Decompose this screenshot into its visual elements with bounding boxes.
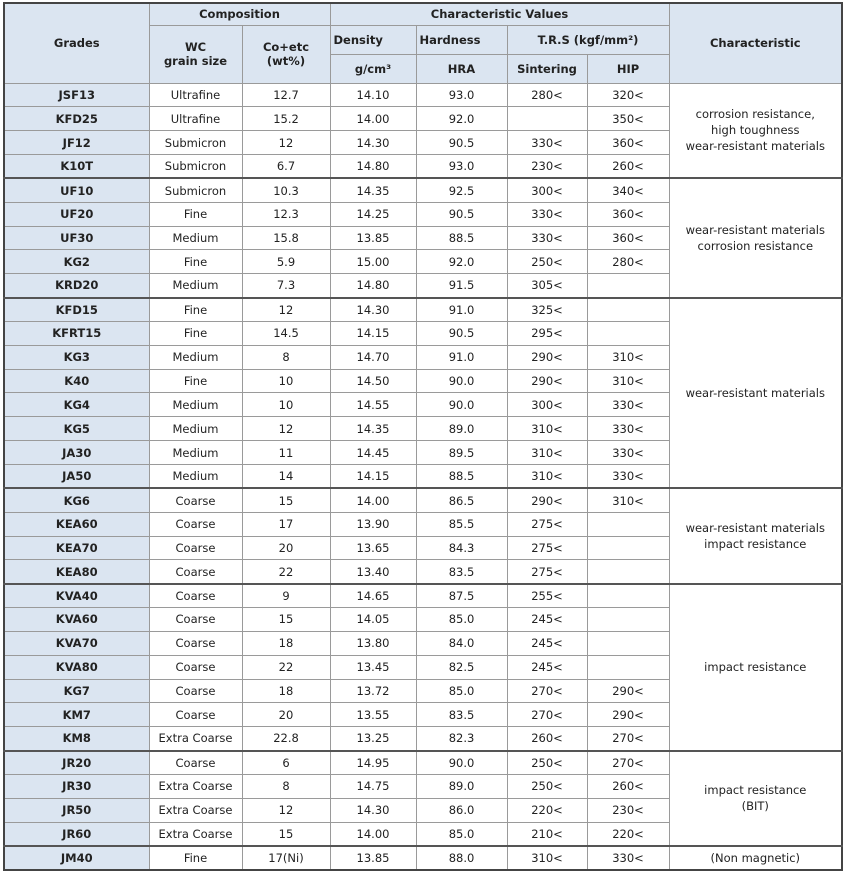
hardness-cell: 88.0 (416, 846, 507, 870)
characteristic-line: wear-resistant materials (685, 385, 825, 400)
composition-header: Composition (149, 3, 330, 25)
density-header: Density (330, 25, 416, 54)
characteristic-header: Characteristic (669, 3, 842, 83)
co-etc-cell: 17 (242, 512, 330, 536)
hip-cell: 360< (587, 131, 669, 155)
characteristic-line: corrosion resistance (697, 238, 814, 253)
hardness-cell: 85.0 (416, 679, 507, 703)
trs-header: T.R.S (kgf/mm²) (507, 25, 669, 54)
grades-header: Grades (4, 3, 149, 83)
sintering-cell: 290< (507, 345, 587, 369)
table-row (4, 83, 842, 107)
sintering-cell: 270< (507, 679, 587, 703)
grade-cell: KM8 (4, 727, 149, 751)
hardness-cell: 89.0 (416, 774, 507, 798)
characteristic-cell (669, 83, 842, 178)
density-cell: 14.75 (330, 774, 416, 798)
hardness-cell: 85.5 (416, 512, 507, 536)
grade-cell: KVA40 (4, 584, 149, 608)
density-cell: 13.25 (330, 727, 416, 751)
density-cell: 13.55 (330, 703, 416, 727)
co-etc-cell: 10.3 (242, 178, 330, 202)
grade-cell: JR30 (4, 774, 149, 798)
density-cell: 13.72 (330, 679, 416, 703)
grade-cell: KFD25 (4, 107, 149, 131)
grain-size-cell: Medium (149, 393, 242, 417)
co-etc-cell: 22 (242, 560, 330, 584)
density-cell: 14.55 (330, 393, 416, 417)
grade-cell: JR50 (4, 798, 149, 822)
hardness-cell: 90.0 (416, 369, 507, 393)
hip-cell: 340< (587, 178, 669, 202)
grade-cell: JSF13 (4, 83, 149, 107)
density-cell: 13.65 (330, 536, 416, 560)
density-cell: 14.30 (330, 798, 416, 822)
grade-cell: KEA70 (4, 536, 149, 560)
density-cell: 14.00 (330, 822, 416, 846)
density-cell: 14.80 (330, 274, 416, 298)
co-etc-cell: 14.5 (242, 321, 330, 345)
grain-size-cell: Coarse (149, 536, 242, 560)
grain-size-cell: Ultrafine (149, 107, 242, 131)
density-cell: 14.35 (330, 178, 416, 202)
hardness-cell: 90.5 (416, 131, 507, 155)
sintering-cell: 330< (507, 202, 587, 226)
co-etc-cell: 7.3 (242, 274, 330, 298)
grade-cell: K40 (4, 369, 149, 393)
characteristic-cell (669, 488, 842, 583)
co-etc-cell: 10 (242, 393, 330, 417)
density-cell: 13.85 (330, 846, 416, 870)
density-cell: 13.85 (330, 226, 416, 250)
grade-cell: KG5 (4, 417, 149, 441)
hip-cell: 310< (587, 488, 669, 512)
hardness-cell: 90.0 (416, 751, 507, 775)
hip-cell: 360< (587, 202, 669, 226)
grade-cell: KG7 (4, 679, 149, 703)
density-cell: 14.50 (330, 369, 416, 393)
co-etc-cell: 15.8 (242, 226, 330, 250)
co-etc-cell: 18 (242, 679, 330, 703)
characteristic-line: wear-resistant materials (685, 222, 825, 237)
hardness-cell: 89.5 (416, 441, 507, 465)
hip-cell: 280< (587, 250, 669, 274)
hip-cell: 330< (587, 441, 669, 465)
density-cell: 14.35 (330, 417, 416, 441)
sintering-cell: 275< (507, 560, 587, 584)
sintering-cell: 310< (507, 441, 587, 465)
grain-size-cell: Fine (149, 846, 242, 870)
hip-cell: 320< (587, 83, 669, 107)
sintering-cell: 305< (507, 274, 587, 298)
hip-cell: 260< (587, 774, 669, 798)
co-etc-cell: 12 (242, 417, 330, 441)
co-etc-cell: 6.7 (242, 155, 330, 179)
hip-cell (587, 536, 669, 560)
hardness-cell: 82.5 (416, 655, 507, 679)
hardness-header: Hardness (416, 25, 507, 54)
density-cell: 14.15 (330, 465, 416, 489)
grade-cell: UF10 (4, 178, 149, 202)
hip-cell: 350< (587, 107, 669, 131)
table-row (4, 751, 842, 775)
hardness-cell: 82.3 (416, 727, 507, 751)
sintering-cell: 300< (507, 178, 587, 202)
density-cell: 14.00 (330, 107, 416, 131)
grain-size-cell: Ultrafine (149, 83, 242, 107)
density-cell: 14.45 (330, 441, 416, 465)
grade-cell: UF20 (4, 202, 149, 226)
co-etc-header (242, 25, 330, 83)
hardness-cell: 92.5 (416, 178, 507, 202)
grade-cell: KM7 (4, 703, 149, 727)
grain-size-cell: Medium (149, 417, 242, 441)
hip-cell (587, 655, 669, 679)
grade-cell: KG3 (4, 345, 149, 369)
co-etc-cell: 12.3 (242, 202, 330, 226)
co-etc-cell: 14 (242, 465, 330, 489)
hardness-cell: 90.5 (416, 321, 507, 345)
grade-cell: JF12 (4, 131, 149, 155)
hardness-cell: 88.5 (416, 226, 507, 250)
table-row (4, 298, 842, 322)
grain-size-cell: Coarse (149, 751, 242, 775)
sintering-cell: 290< (507, 488, 587, 512)
hip-cell: 220< (587, 822, 669, 846)
grain-size-cell: Coarse (149, 655, 242, 679)
density-cell: 13.45 (330, 655, 416, 679)
hip-cell (587, 584, 669, 608)
grain-size-cell: Coarse (149, 512, 242, 536)
grade-cell: KVA80 (4, 655, 149, 679)
hip-cell: 290< (587, 679, 669, 703)
hardness-cell: 84.0 (416, 631, 507, 655)
grain-size-cell: Coarse (149, 679, 242, 703)
hip-cell (587, 560, 669, 584)
co-etc-cell: 12 (242, 798, 330, 822)
grade-cell: KVA60 (4, 608, 149, 632)
sintering-cell: 210< (507, 822, 587, 846)
density-cell: 14.95 (330, 751, 416, 775)
sintering-cell: 245< (507, 631, 587, 655)
sintering-cell: 310< (507, 846, 587, 870)
characteristic-line: impact resistance (704, 660, 807, 675)
co-etc-cell: 20 (242, 703, 330, 727)
characteristic-cell (669, 846, 842, 870)
hardness-cell: 93.0 (416, 83, 507, 107)
density-cell: 14.65 (330, 584, 416, 608)
wc-grain-size-line2: grain size (163, 54, 228, 68)
co-etc-cell: 10 (242, 369, 330, 393)
density-cell: 13.80 (330, 631, 416, 655)
sintering-header: Sintering (507, 54, 587, 83)
co-etc-cell: 15 (242, 608, 330, 632)
sintering-cell (507, 107, 587, 131)
characteristic-line: (BIT) (741, 799, 769, 814)
hip-cell (587, 608, 669, 632)
density-cell: 14.25 (330, 202, 416, 226)
grade-cell: KEA80 (4, 560, 149, 584)
hardness-cell: 86.0 (416, 798, 507, 822)
hardness-cell: 91.0 (416, 298, 507, 322)
hardness-cell: 92.0 (416, 107, 507, 131)
table-row (4, 488, 842, 512)
table-row (4, 846, 842, 870)
grain-size-cell: Extra Coarse (149, 774, 242, 798)
sintering-cell: 310< (507, 417, 587, 441)
grain-size-cell: Medium (149, 345, 242, 369)
co-etc-cell: 12 (242, 298, 330, 322)
grain-size-cell: Fine (149, 369, 242, 393)
grade-cell: JR60 (4, 822, 149, 846)
density-cell: 13.90 (330, 512, 416, 536)
grade-cell: JA50 (4, 465, 149, 489)
sintering-cell: 330< (507, 226, 587, 250)
hip-cell: 330< (587, 393, 669, 417)
grain-size-cell: Fine (149, 250, 242, 274)
co-etc-cell: 8 (242, 774, 330, 798)
grain-size-cell: Coarse (149, 488, 242, 512)
hip-cell: 330< (587, 417, 669, 441)
grain-size-cell: Fine (149, 298, 242, 322)
sintering-cell: 325< (507, 298, 587, 322)
table-body (4, 83, 842, 870)
sintering-cell: 290< (507, 369, 587, 393)
characteristic-line: wear-resistant materials (685, 139, 825, 154)
grade-cell: K10T (4, 155, 149, 179)
characteristic-cell (669, 298, 842, 489)
grain-size-cell: Medium (149, 441, 242, 465)
hip-cell: 310< (587, 369, 669, 393)
hardness-cell: 91.0 (416, 345, 507, 369)
sintering-cell: 295< (507, 321, 587, 345)
hip-cell (587, 274, 669, 298)
sintering-cell: 330< (507, 131, 587, 155)
sintering-cell: 220< (507, 798, 587, 822)
density-cell: 15.00 (330, 250, 416, 274)
hip-cell (587, 321, 669, 345)
hardness-cell: 85.0 (416, 608, 507, 632)
table-header (4, 3, 842, 83)
density-cell: 13.40 (330, 560, 416, 584)
grade-cell: UF30 (4, 226, 149, 250)
sintering-cell: 310< (507, 465, 587, 489)
wc-grain-size-header (149, 25, 242, 83)
characteristic-line: impact resistance (704, 537, 807, 552)
hardness-cell: 90.5 (416, 202, 507, 226)
sintering-cell: 245< (507, 608, 587, 632)
sintering-cell: 230< (507, 155, 587, 179)
characteristic-line: impact resistance (704, 783, 807, 798)
co-etc-cell: 22 (242, 655, 330, 679)
grain-size-cell: Extra Coarse (149, 727, 242, 751)
hardness-cell: 86.5 (416, 488, 507, 512)
characteristic-cell (669, 584, 842, 751)
sintering-cell: 275< (507, 512, 587, 536)
hip-cell: 230< (587, 798, 669, 822)
characteristic-line: corrosion resistance, (695, 107, 815, 122)
sintering-cell: 280< (507, 83, 587, 107)
hardness-cell: 89.0 (416, 417, 507, 441)
hip-cell: 330< (587, 846, 669, 870)
hardness-cell: 93.0 (416, 155, 507, 179)
characteristic-values-header: Characteristic Values (330, 3, 669, 25)
hardness-cell: 91.5 (416, 274, 507, 298)
hardness-cell: 90.0 (416, 393, 507, 417)
grain-size-cell: Coarse (149, 703, 242, 727)
sintering-cell: 270< (507, 703, 587, 727)
grain-size-cell: Submicron (149, 131, 242, 155)
density-cell: 14.00 (330, 488, 416, 512)
hip-cell (587, 512, 669, 536)
grain-size-cell: Medium (149, 274, 242, 298)
hip-cell: 270< (587, 727, 669, 751)
density-cell: 14.15 (330, 321, 416, 345)
grade-cell: KG4 (4, 393, 149, 417)
grade-cell: KEA60 (4, 512, 149, 536)
hip-cell (587, 631, 669, 655)
co-etc-cell: 15 (242, 822, 330, 846)
sintering-cell: 300< (507, 393, 587, 417)
table-row (4, 584, 842, 608)
hip-cell: 290< (587, 703, 669, 727)
hip-cell: 310< (587, 345, 669, 369)
co-etc-cell: 20 (242, 536, 330, 560)
grade-cell: JA30 (4, 441, 149, 465)
grades-table (3, 2, 843, 871)
characteristic-line: wear-resistant materials (685, 521, 825, 536)
grade-cell: KRD20 (4, 274, 149, 298)
density-cell: 14.70 (330, 345, 416, 369)
density-cell: 14.10 (330, 83, 416, 107)
grain-size-cell: Extra Coarse (149, 798, 242, 822)
co-etc-cell: 12.7 (242, 83, 330, 107)
co-etc-cell: 5.9 (242, 250, 330, 274)
sintering-cell: 250< (507, 250, 587, 274)
co-etc-cell: 17(Ni) (242, 846, 330, 870)
hardness-cell: 92.0 (416, 250, 507, 274)
grain-size-cell: Submicron (149, 155, 242, 179)
grade-cell: KVA70 (4, 631, 149, 655)
density-cell: 14.30 (330, 131, 416, 155)
co-etc-cell: 15 (242, 488, 330, 512)
grain-size-cell: Medium (149, 465, 242, 489)
grain-size-cell: Fine (149, 321, 242, 345)
characteristic-cell (669, 751, 842, 846)
hip-cell: 260< (587, 155, 669, 179)
hardness-cell: 88.5 (416, 465, 507, 489)
grade-cell: KFRT15 (4, 321, 149, 345)
grain-size-cell: Extra Coarse (149, 822, 242, 846)
grain-size-cell: Coarse (149, 608, 242, 632)
grain-size-cell: Coarse (149, 560, 242, 584)
grain-size-cell: Fine (149, 202, 242, 226)
co-etc-cell: 12 (242, 131, 330, 155)
density-cell: 14.80 (330, 155, 416, 179)
sintering-cell: 275< (507, 536, 587, 560)
characteristic-cell (669, 178, 842, 297)
density-cell: 14.05 (330, 608, 416, 632)
hip-cell (587, 298, 669, 322)
co-etc-cell: 18 (242, 631, 330, 655)
density-cell: 14.30 (330, 298, 416, 322)
hip-cell: 360< (587, 226, 669, 250)
hardness-cell: 83.5 (416, 560, 507, 584)
hardness-cell: 85.0 (416, 822, 507, 846)
hip-header: HIP (587, 54, 669, 83)
co-etc-cell: 8 (242, 345, 330, 369)
co-etc-cell: 6 (242, 751, 330, 775)
co-etc-cell: 22.8 (242, 727, 330, 751)
co-etc-line1: Co+etc (262, 40, 310, 54)
co-etc-line2: (wt%) (266, 54, 306, 68)
grade-cell: KG2 (4, 250, 149, 274)
co-etc-cell: 11 (242, 441, 330, 465)
hardness-cell: 87.5 (416, 584, 507, 608)
sintering-cell: 255< (507, 584, 587, 608)
hardness-unit-header: HRA (416, 54, 507, 83)
sintering-cell: 245< (507, 655, 587, 679)
sintering-cell: 250< (507, 751, 587, 775)
sintering-cell: 250< (507, 774, 587, 798)
grain-size-cell: Coarse (149, 584, 242, 608)
hardness-cell: 83.5 (416, 703, 507, 727)
grade-cell: KFD15 (4, 298, 149, 322)
table-row (4, 178, 842, 202)
grade-cell: KG6 (4, 488, 149, 512)
density-unit-header: g/cm³ (330, 54, 416, 83)
grade-cell: JM40 (4, 846, 149, 870)
sintering-cell: 260< (507, 727, 587, 751)
characteristic-line: (Non magnetic) (710, 850, 801, 865)
characteristic-line: high toughness (711, 123, 800, 138)
co-etc-cell: 15.2 (242, 107, 330, 131)
hip-cell: 330< (587, 465, 669, 489)
grain-size-cell: Submicron (149, 178, 242, 202)
hip-cell: 270< (587, 751, 669, 775)
co-etc-cell: 9 (242, 584, 330, 608)
grain-size-cell: Coarse (149, 631, 242, 655)
grain-size-cell: Medium (149, 226, 242, 250)
wc-grain-size-line1: WC (184, 40, 207, 54)
grade-cell: JR20 (4, 751, 149, 775)
hardness-cell: 84.3 (416, 536, 507, 560)
